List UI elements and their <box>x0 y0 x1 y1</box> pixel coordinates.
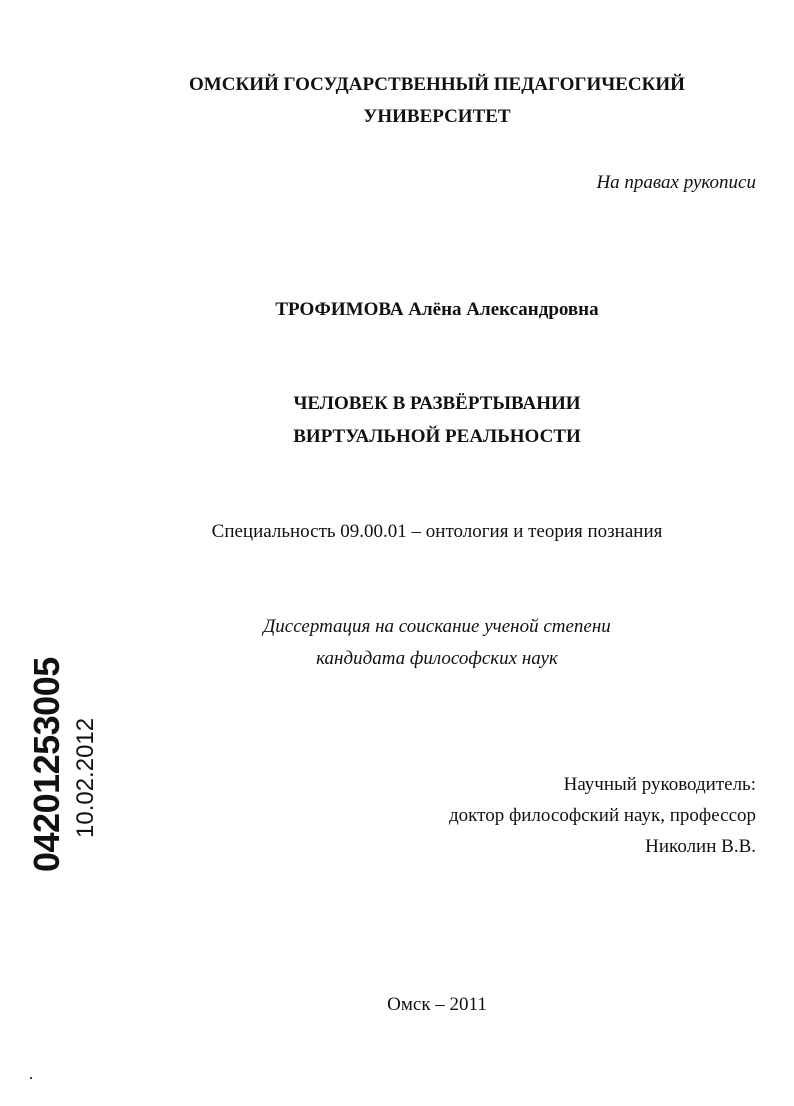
scan-speck <box>30 1077 32 1079</box>
degree-line1: Диссертация на соискание ученой степени <box>263 616 611 637</box>
library-stamp <box>26 648 100 872</box>
specialty-line: Специальность 09.00.01 – онтология и теория познания <box>211 521 663 542</box>
author-given-names: Алёна Александровна <box>408 299 599 320</box>
supervisor-label: Научный руководитель: <box>563 774 756 795</box>
manuscript-note: На правах рукописи <box>596 172 756 193</box>
degree-line2: кандидата философских наук <box>316 648 558 669</box>
university-name-line1: ОМСКИЙ ГОСУДАРСТВЕННЫЙ ПЕДАГОГИЧЕСКИЙ <box>189 74 685 95</box>
dissertation-title-line1: ЧЕЛОВЕК В РАЗВЁРТЫВАНИИ <box>293 393 581 414</box>
dissertation-title-line2: ВИРТУАЛЬНОЙ РЕАЛЬНОСТИ <box>293 426 581 447</box>
author-name <box>0 299 794 321</box>
university-name-line2: УНИВЕРСИТЕТ <box>363 106 511 127</box>
city-year: Омск – 2011 <box>387 994 487 1015</box>
supervisor-name: Николин В.В. <box>645 836 756 857</box>
supervisor-degree: доктор философский наук, профессор <box>449 805 756 826</box>
barcode-number: 04201253005 <box>26 657 67 872</box>
author-surname: ТРОФИМОВА <box>275 299 404 320</box>
stamp-date: 10.02.2012 <box>72 717 99 838</box>
